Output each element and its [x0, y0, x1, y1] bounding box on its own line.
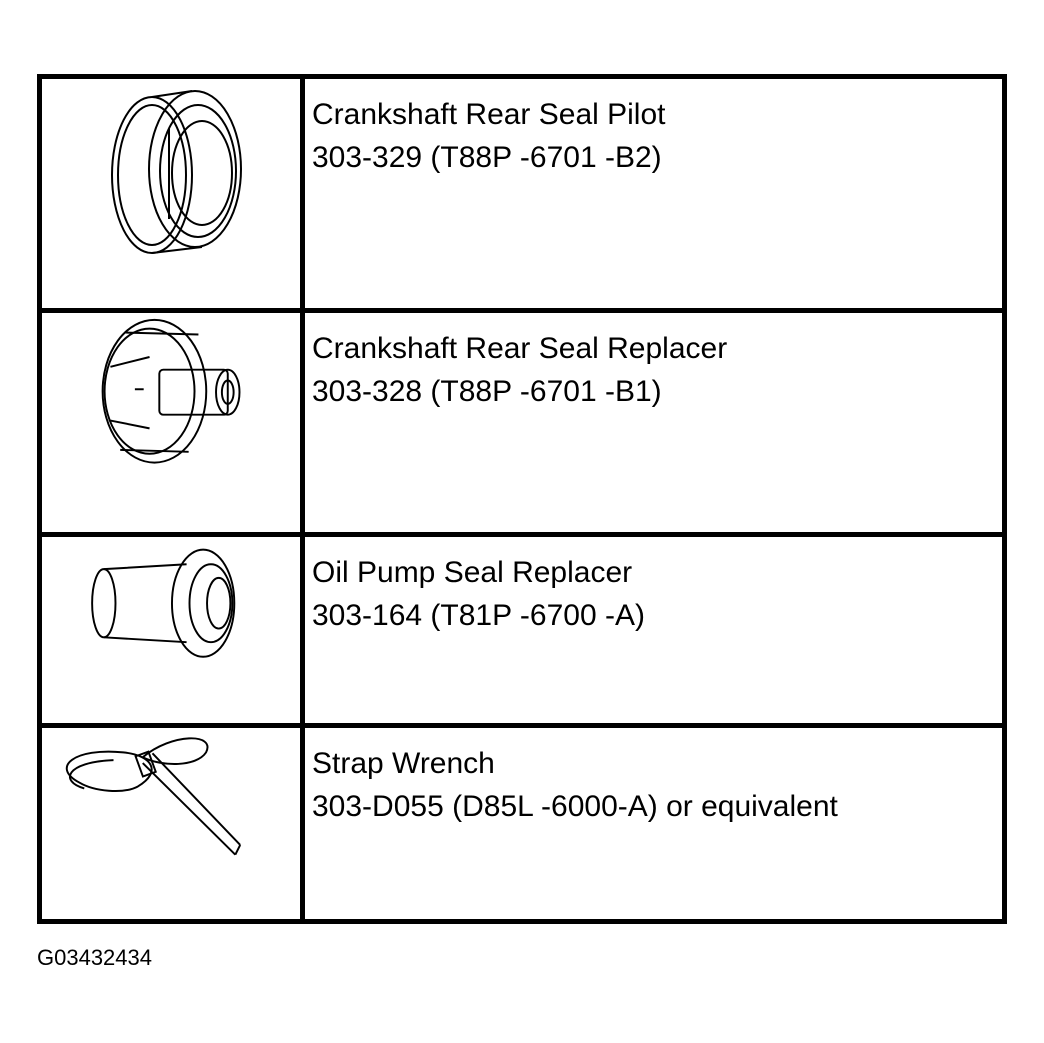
tool-row — [42, 79, 1002, 308]
tool-description — [312, 93, 992, 179]
tool-number: 303-D055 (D85L -6000-A) or equivalent — [312, 790, 838, 823]
tool-number: 303-164 (T81P -6700 -A) — [312, 599, 645, 632]
special-tools-table — [37, 74, 1007, 924]
tool-image-cell — [42, 79, 305, 308]
tool-number: 303-328 (T88P -6701 -B1) — [312, 375, 662, 408]
tool-description — [312, 551, 992, 637]
tool-row — [42, 723, 1002, 919]
crankshaft-rear-seal-pilot-icon — [42, 79, 300, 308]
tool-name: Oil Pump Seal Replacer — [312, 556, 633, 589]
tool-description — [312, 742, 992, 828]
tool-row — [42, 308, 1002, 532]
tool-image-cell — [42, 728, 305, 919]
tool-image-cell — [42, 313, 305, 532]
tool-number: 303-329 (T88P -6701 -B2) — [312, 141, 662, 174]
tool-row — [42, 532, 1002, 723]
figure-id: G03432434 — [37, 945, 152, 970]
tool-name: Crankshaft Rear Seal Replacer — [312, 332, 728, 365]
oil-pump-seal-replacer-icon — [42, 537, 300, 723]
tool-name: Crankshaft Rear Seal Pilot — [312, 98, 666, 131]
tool-description — [312, 327, 992, 413]
tool-image-cell — [42, 537, 305, 723]
strap-wrench-icon — [42, 728, 300, 919]
crankshaft-rear-seal-replacer-icon — [42, 313, 300, 532]
tool-name: Strap Wrench — [312, 747, 495, 780]
